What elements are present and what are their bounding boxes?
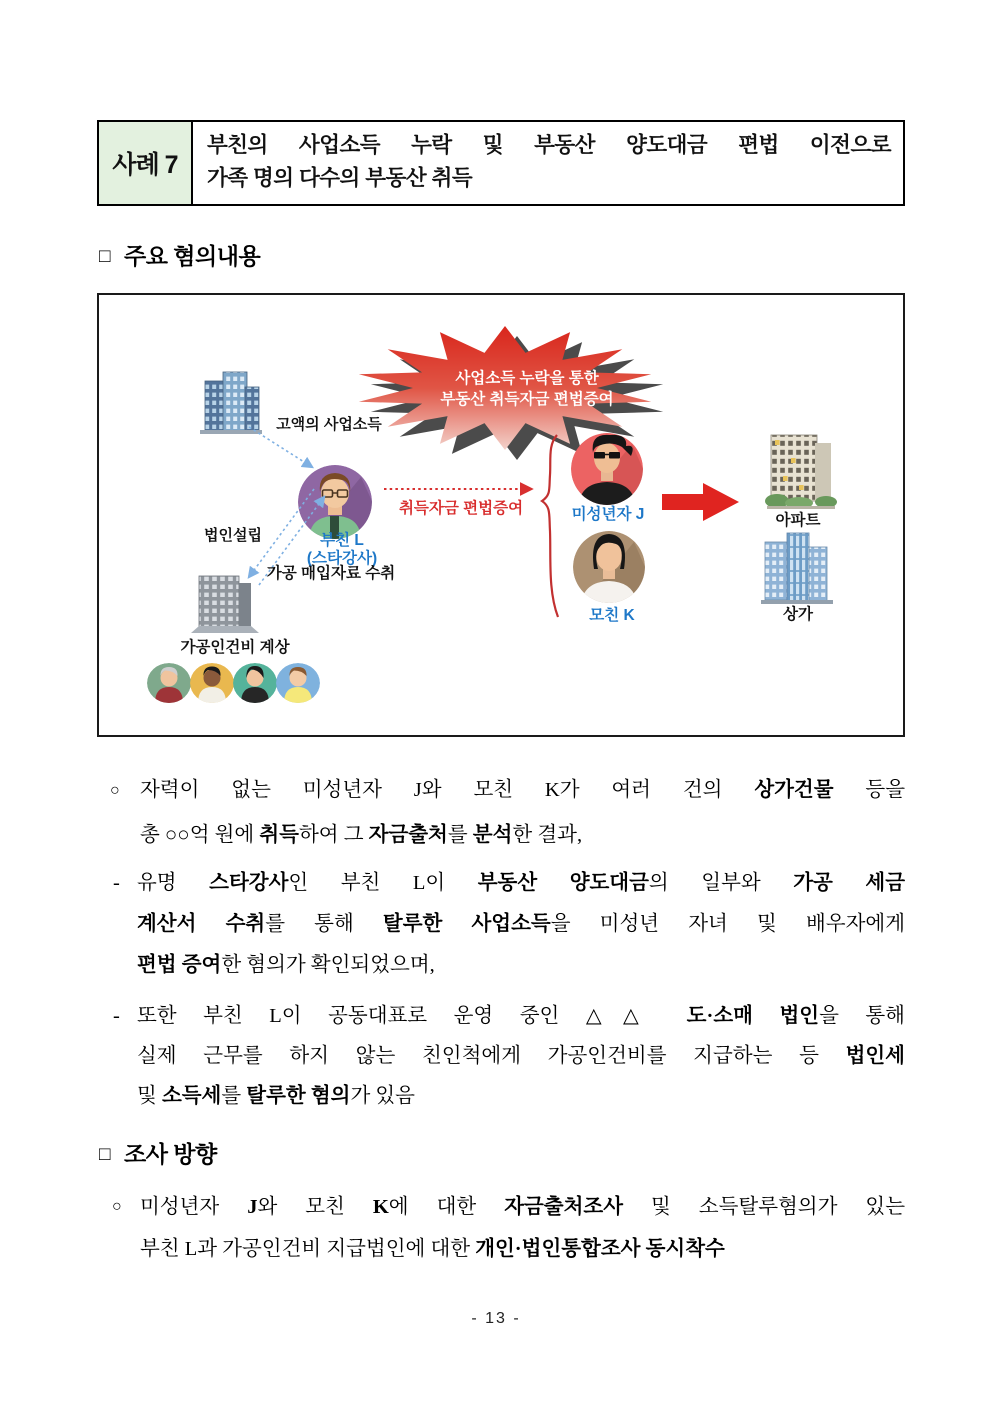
mall-building-icon <box>761 533 833 604</box>
label-fake-purchase: 가공 매입자료 수취 <box>266 565 396 582</box>
case-title-line1: 부친의 사업소득 누락 및 부동산 양도대금 편법 이전으로 <box>207 133 891 157</box>
text-line: 부친 L과 가공인건비 지급법인에 대한 개인·법인통합조사 동시착수 <box>140 1238 725 1260</box>
label-mall: 상가 <box>783 606 813 623</box>
diagram-canvas <box>99 295 899 731</box>
text-line: 실제 근무를 하지 않는 친인척에게 가공인건비를 지급하는 등 법인세 <box>137 1045 905 1067</box>
paragraph-lines <box>140 1186 905 1270</box>
square-bullet-icon: □ <box>99 1144 110 1165</box>
mother-avatar-icon <box>573 531 653 609</box>
section-heading-label: 주요 혐의내용 <box>123 243 261 269</box>
section-heading-main-suspicion <box>99 238 799 271</box>
label-fake-labor: 가공인건비 계상 <box>180 639 290 656</box>
label-minor: 미성년자 J <box>571 506 645 523</box>
employee-avatar-icons <box>147 663 320 703</box>
company-building-icon <box>200 372 262 434</box>
label-transfer: 취득자금 편법증여 <box>398 500 524 517</box>
label-high-income: 고액의 사업소득 <box>276 416 382 433</box>
starburst-text-line2: 부동산 취득자금 편법증여 <box>440 391 614 408</box>
paragraph-acquisition <box>110 768 905 858</box>
income-flow-arrow <box>249 427 312 467</box>
dash-bullet-icon: - <box>113 1005 120 1027</box>
label-apartment: 아파트 <box>775 512 821 529</box>
suspicion-diagram <box>97 293 905 737</box>
paragraph-investigation-plan <box>112 1186 905 1270</box>
circle-bullet-icon: ○ <box>110 782 120 799</box>
label-father-role: (스타강사) <box>306 550 378 567</box>
minor-avatar-icon <box>571 433 651 511</box>
case-number-cell: 사례 7 <box>99 122 193 204</box>
case-title <box>193 122 903 204</box>
label-father-name: 부친 L <box>320 532 364 549</box>
apartment-building-icon <box>765 435 837 509</box>
text-line: 계산서 수취를 통해 탈루한 사업소득을 미성년 자녀 및 배우자에게 <box>137 913 906 935</box>
case-header-box <box>97 120 905 206</box>
dash-bullet-icon: - <box>113 872 120 894</box>
red-arrow-icon <box>662 483 739 521</box>
text-line: 자력이 없는 미성년자 J와 모친 K가 여러 건의 상가건물 등을 <box>140 779 905 801</box>
paragraph-corporation-evasion <box>113 996 905 1116</box>
red-brace-icon <box>542 435 558 617</box>
text-line: 총 ○○억 원에 취득하여 그 자금출처를 분석한 결과, <box>140 824 583 846</box>
circle-bullet-icon: ○ <box>112 1198 122 1215</box>
corporation-building-icon <box>191 576 259 633</box>
text-line: 또한 부친 L이 공동대표로 운영 중인 △△ 도·소매 법인을 통해 <box>137 1005 905 1027</box>
paragraph-lines <box>137 996 905 1116</box>
case-title-line2: 가족 명의 다수의 부동산 취득 <box>207 166 473 190</box>
square-bullet-icon: □ <box>99 246 110 267</box>
text-line: 미성년자 J와 모친 K에 대한 자금출처조사 및 소득탈루혐의가 있는 <box>140 1196 905 1218</box>
label-mother: 모친 K <box>589 607 635 624</box>
section-heading-investigation <box>99 1136 799 1169</box>
text-line: 유명 스타강사인 부친 L이 부동산 양도대금의 일부와 가공 세금 <box>137 872 905 894</box>
paragraph-father-evasion <box>113 863 905 986</box>
label-corp-setup: 법인설립 <box>204 527 262 544</box>
page-number: - 13 - <box>471 1310 521 1327</box>
text-line: 편법 증여한 혐의가 확인되었으며, <box>137 954 435 976</box>
paragraph-lines <box>137 863 905 986</box>
section-heading-label: 조사 방향 <box>123 1141 217 1167</box>
starburst-text-line1: 사업소득 누락을 통한 <box>455 370 599 387</box>
text-line: 및 소득세를 탈루한 혐의가 있음 <box>137 1085 415 1107</box>
paragraph-lines <box>140 768 905 858</box>
